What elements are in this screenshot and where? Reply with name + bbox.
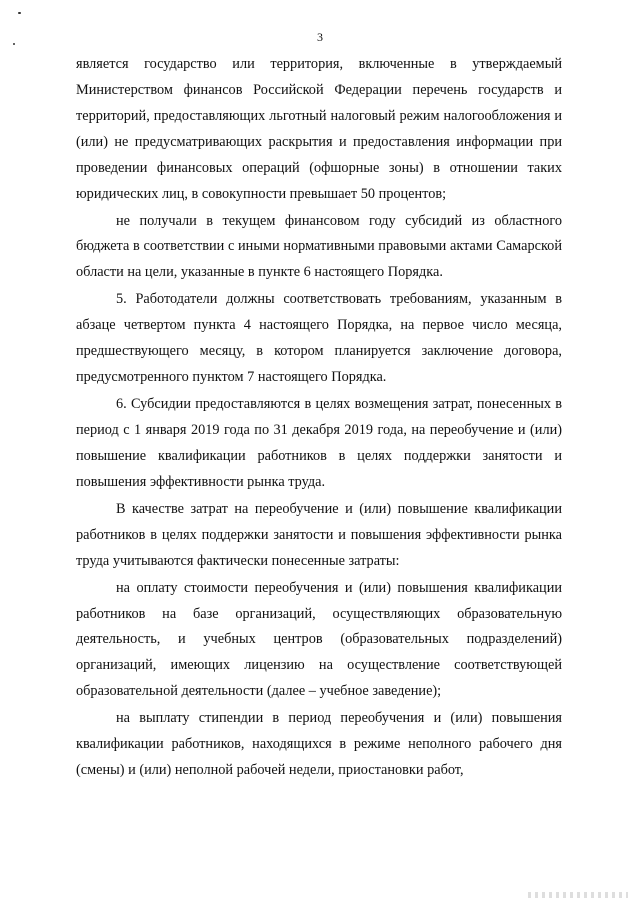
page-number: 3 xyxy=(317,30,323,44)
paragraph-costs-intro: В качестве затрат на переобучение и (или) повышение квалификации работников в целях поддержки занятости и повышения эффективности рынка труда учитываются фактически понесенные затраты: xyxy=(76,500,562,569)
paragraph-no-subsidies: не получали в текущем финансовом году субсидий из областного бюджета в соответствии с иными нормативными правовыми актами Самарской области на цели, указанные в пункте 6 настоящего Порядка. xyxy=(76,212,562,281)
paragraph-offshore-continuation: является государство или территория, включенные в утверждаемый Министерством финансов Российской Федерации перечень государств и территорий, предоставляющих льготный налоговый режим налогообложения и (или) не предусматривающих раскрытия и предоставления информации при проведении финансовых операций (офшорные зоны) в отношении таких юридических лиц, в совокупности превышает 50 процентов; xyxy=(76,56,562,202)
paragraph-stipend: на выплату стипендии в период переобучения и (или) повышения квалификации работников, находящихся в режиме неполного рабочего дня (смены) и (или) неполной рабочей недели, приостановки работ, xyxy=(76,710,562,779)
paragraph-item-5: 5. Работодатели должны соответствовать требованиям, указанным в абзаце четвертом пункта 4 настоящего Порядка, на первое число месяца, предшествующего месяцу, в котором планируется заключение договора, предусмотренного пунктом 7 настоящего Порядка. xyxy=(76,291,562,386)
paragraph-training-cost: на оплату стоимости переобучения и (или) повышения квалификации работников на базе организаций, осуществляющих образовательную деятельность, и учебных центров (образовательных подразделений) организаций, имеющих лицензию на осуществление соответствующей образовательной деятельности (далее – учебное заведение); xyxy=(76,579,562,700)
scan-artifact xyxy=(528,892,628,898)
document-body xyxy=(76,52,562,785)
scan-speck xyxy=(18,12,21,14)
paragraph-item-6: 6. Субсидии предоставляются в целях возмещения затрат, понесенных в период с 1 января 2019 года по 31 декабря 2019 года, на переобучение и (или) повышение квалификации работников в целях поддержки занятости и повышения эффективности рынка труда. xyxy=(76,396,562,490)
